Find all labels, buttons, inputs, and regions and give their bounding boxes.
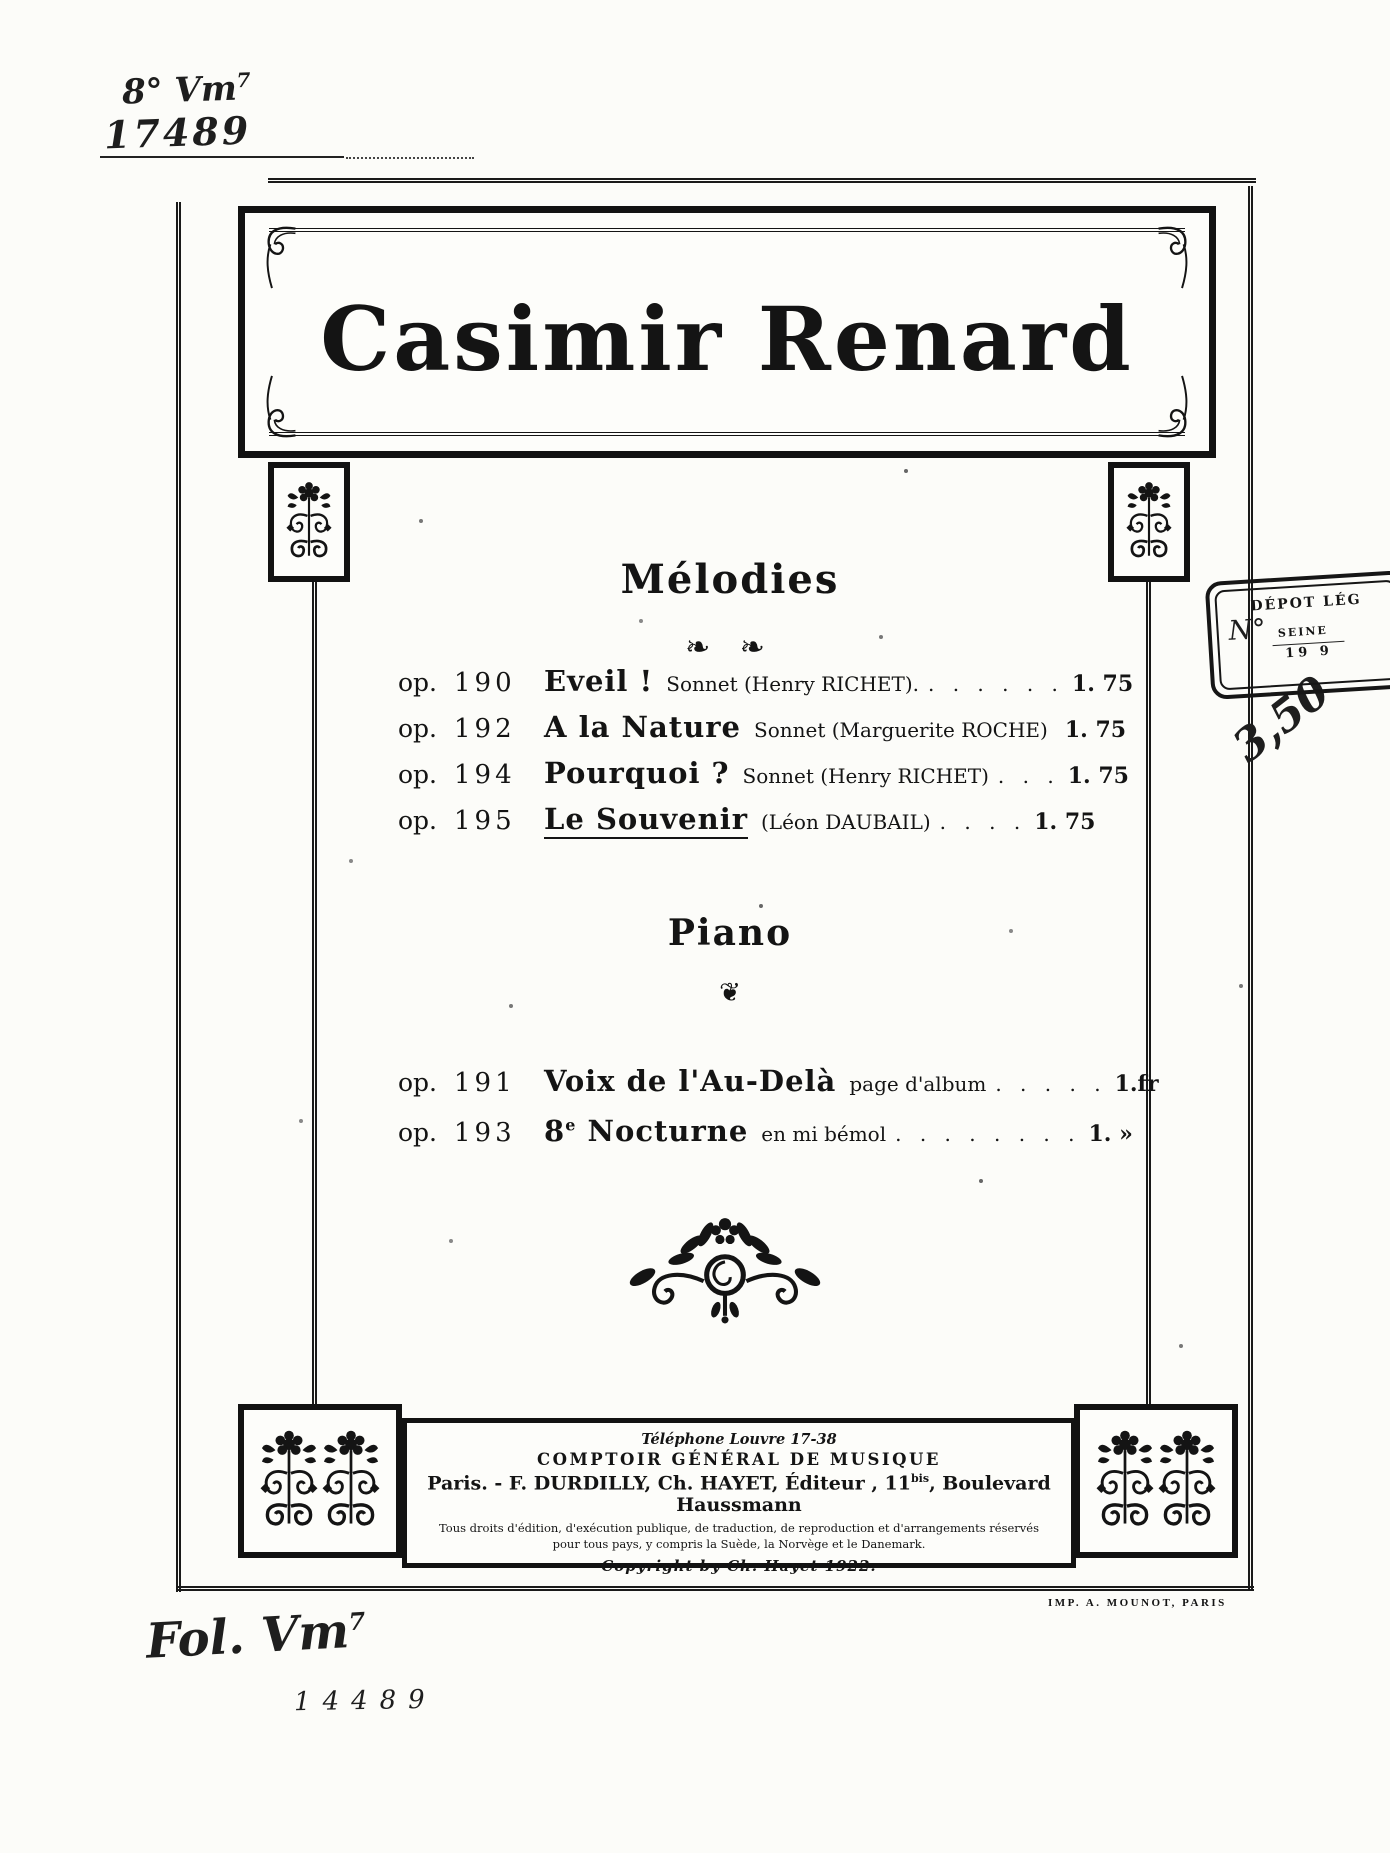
op-label: op. (398, 714, 438, 743)
stamp-number-script: N° (1227, 613, 1267, 647)
flower-ornament-icon (1158, 1423, 1216, 1539)
publisher-box (402, 1418, 1076, 1576)
bottom-ornament-block-left (238, 1404, 402, 1558)
work-subtitle: en mi bémol (761, 1122, 887, 1146)
fleuron-ornament: ❧ ❧ (685, 630, 775, 665)
op-number: 191 (454, 1068, 516, 1098)
flower-ornament-icon (1096, 1423, 1154, 1539)
stamp-year: 19 9 (1273, 641, 1346, 662)
op-label: op. (398, 760, 438, 789)
handwritten-shelfmark-bottom (145, 1602, 367, 1669)
shelfmark-sup: 7 (347, 1606, 366, 1637)
work-subtitle: (Léon DAUBAIL) (761, 810, 931, 834)
publisher-name: COMPTOIR GÉNÉRAL DE MUSIQUE (537, 1450, 941, 1469)
composer-title: Casimir Renard (320, 287, 1134, 391)
dot-leaders: . . . (997, 764, 1060, 788)
handwritten-shelfmark-bottom-number: 14489 (293, 1684, 437, 1718)
title-banner (238, 206, 1216, 458)
shelfmark-text: 8° Vm (121, 68, 238, 113)
op-number: 192 (454, 714, 516, 744)
ornament-block-left (268, 462, 350, 582)
handwritten-price-note: 3,50 (1223, 666, 1340, 773)
work-title: Eveil ! (544, 664, 654, 698)
frame-left-rule (176, 202, 181, 1592)
dot-leaders: . . . . (939, 810, 1027, 834)
handwritten-shelfmark-number: 17489 (103, 107, 252, 158)
rights-line2: pour tous pays, y compris la Suède, la Norvège et le Danemark. (552, 1536, 926, 1551)
flower-ornament-icon (1126, 476, 1172, 568)
flower-ornament-icon (322, 1423, 380, 1539)
catalog-row-op192 (398, 710, 1127, 744)
work-subtitle: Sonnet (Henry RICHET). (666, 672, 919, 696)
catalog-row-op193 (398, 1114, 1133, 1148)
price: 1. 75 (1071, 671, 1134, 697)
work-title-text: 8 (544, 1114, 566, 1148)
central-floral-ornament-icon (618, 1214, 832, 1326)
flower-ornament-icon (260, 1423, 318, 1539)
work-title-text: Voix de l'Au-Delà (544, 1064, 837, 1098)
address-sup: bis (910, 1472, 930, 1485)
price: 1. » (1088, 1121, 1133, 1147)
frame-right-rule (1248, 186, 1253, 1590)
dot-leaders: . . . . . . (927, 672, 1064, 696)
rights-line1: Tous droits d'édition, d'exécution publique, de traduction, de reproduction et d'arrangements réservés (439, 1521, 1039, 1536)
copyright-line: Copyright by Ch. Hayet 1922. (601, 1557, 877, 1576)
stamp-line1: DÉPOT LÉG (1250, 591, 1363, 615)
catalog-row-op190 (398, 664, 1134, 698)
shelfmark-sup: 7 (236, 67, 251, 93)
op-label: op. (398, 806, 438, 835)
price: 1. 75 (1034, 809, 1096, 835)
shelfmark-underline (100, 156, 344, 158)
work-subtitle: Sonnet (Marguerite ROCHE) (754, 718, 1048, 742)
depot-legal-stamp (1205, 570, 1390, 700)
shelfmark-text: Fol. Vm (144, 1603, 351, 1670)
column-rule-right (1146, 578, 1151, 1408)
address-rest: , Boulevard Haussmann (676, 1472, 1051, 1517)
op-label: op. (398, 1068, 438, 1097)
section-heading-piano: Piano (667, 912, 793, 954)
work-subtitle: Sonnet (Henry RICHET) (742, 764, 989, 788)
bottom-ornament-block-right (1074, 1404, 1238, 1558)
dot-leaders: . . . . . (995, 1072, 1107, 1096)
flower-ornament-icon (286, 476, 332, 568)
price: 1. 75 (1064, 717, 1127, 743)
work-title (544, 1064, 836, 1098)
catalog-row-op194 (398, 756, 1129, 790)
frame-bottom-rule (176, 1586, 1254, 1591)
address-text: Paris. - F. DURDILLY, Ch. HAYET, Éditeur , 11 (427, 1472, 911, 1495)
op-label: op. (398, 668, 438, 697)
work-title: A la Nature (544, 710, 742, 744)
column-rule-left (312, 578, 317, 1408)
work-title-sup: e (565, 1115, 577, 1135)
scan-speckles (0, 0, 2, 2)
work-title-underlined: Le Souvenir (544, 802, 748, 839)
ornament-block-right (1108, 462, 1190, 582)
op-number: 194 (454, 760, 516, 790)
dot-leaders: . . . . . . . . (895, 1122, 1081, 1146)
op-number: 195 (454, 806, 516, 836)
publisher-phone: Téléphone Louvre 17-38 (641, 1431, 837, 1448)
frame-top-rule (268, 178, 1256, 183)
fleuron-ornament-small: ❦ (719, 978, 741, 1008)
op-label: op. (398, 1118, 438, 1147)
price: 1. 75 (1067, 763, 1129, 789)
catalog-row-op191 (398, 1064, 1159, 1098)
op-number: 193 (454, 1118, 516, 1148)
op-number: 190 (454, 668, 516, 698)
price: 1.fr (1114, 1071, 1159, 1097)
shelfmark-underline-dotted (346, 157, 474, 159)
printer-imprint: IMP. A. MOUNOT, PARIS (1048, 1597, 1227, 1609)
publisher-address (407, 1472, 1071, 1516)
work-title: Pourquoi ? (544, 756, 730, 790)
handwritten-shelfmark-top (121, 67, 251, 113)
stamp-inner-border (1214, 580, 1390, 691)
section-heading-melodies: Mélodies (620, 556, 840, 603)
stamp-region: SEINE (1277, 623, 1329, 640)
work-title (544, 1114, 748, 1148)
work-title-rest: Nocturne (576, 1114, 749, 1148)
work-subtitle: page d'album (849, 1072, 987, 1096)
catalog-row-op195 (398, 802, 1096, 839)
